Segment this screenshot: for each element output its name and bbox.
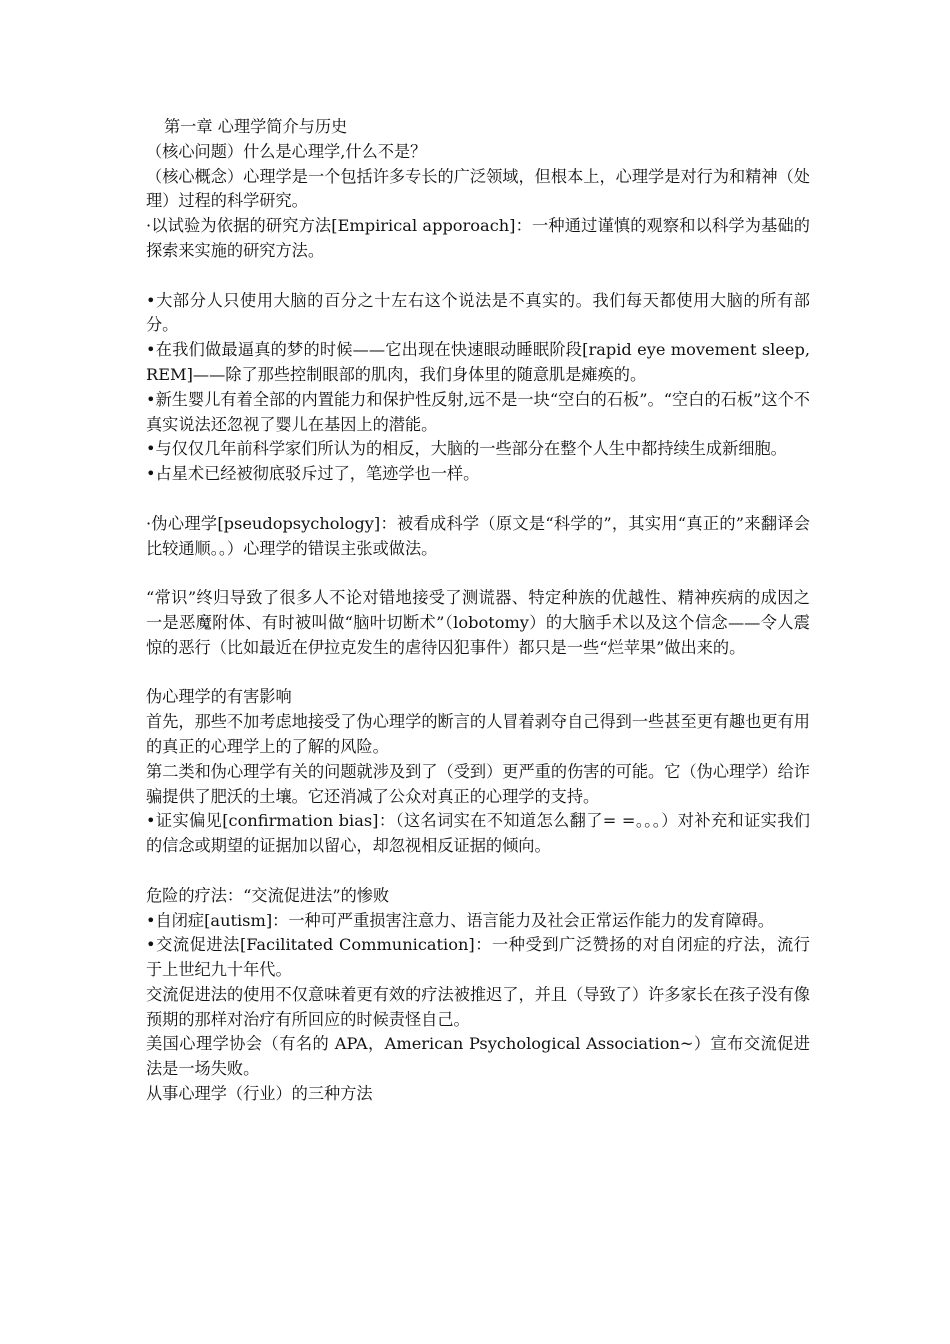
paragraph: •与仅仅几年前科学家们所认为的相反，大脑的一些部分在整个人生中都持续生成新细胞。	[146, 439, 787, 459]
paragraph: •占星术已经被彻底驳斥过了，笔迹学也一样。	[146, 464, 480, 484]
paragraph: 伪心理学的有害影响	[146, 687, 292, 707]
blank-line	[146, 859, 810, 884]
paragraph: •大部分人只使用大脑的百分之十左右这个说法是不真实的。我们每天都使用大脑的所有部分。	[146, 290, 810, 335]
paragraph: •证实偏见[confirmation bias]：（这名词实在不知道怎么翻了= =。。。）对补充和证实我们的信念或期望的证据加以留心，却忽视相反证据的倾向。	[146, 811, 810, 856]
blank-line	[146, 487, 810, 512]
chapter-title: 第一章 心理学简介与历史	[164, 117, 348, 136]
paragraph: 交流促进法的使用不仅意味着更有效的疗法被推迟了，并且（导致了）许多家长在孩子没有像预期的那样对治疗有所回应的时候责怪自己。	[146, 984, 810, 1029]
blank-line	[146, 661, 810, 686]
paragraph: （核心问题）什么是心理学,什么不是？	[146, 141, 427, 161]
paragraph: 首先，那些不加考虑地接受了伪心理学的断言的人冒着剥夺自己得到一些甚至更有趣也更有用的真正的心理学上的了解的风险。	[146, 712, 810, 756]
paragraph: 危险的疗法：“交流促进法”的惨败	[146, 885, 390, 905]
paragraph: ·伪心理学[pseudopsychology]：被看成科学（原文是“科学的”，其实用“真正的”来翻译会比较通顺。。）心理学的错误主张或做法。	[146, 513, 810, 558]
paragraph: （核心概念）心理学是一个包括许多专长的广泛领域，但根本上，心理学是对行为和精神（处理）过程的科学研究。	[146, 166, 810, 211]
document-body	[146, 115, 810, 1107]
paragraph: 美国心理学协会（有名的 APA，American Psychological Association~）宣布交流促进法是一场失败。	[146, 1034, 810, 1079]
paragraph: •交流促进法[Facilitated Communication]：一种受到广泛赞扬的对自闭症的疗法，流行于上世纪九十年代。	[146, 935, 810, 980]
blank-line	[146, 264, 810, 289]
paragraph: •新生婴儿有着全部的内置能力和保护性反射,远不是一块“空白的石板”。“空白的石板”这个不真实说法还忽视了婴儿在基因上的潜能。	[146, 389, 810, 434]
blank-line	[146, 561, 810, 586]
paragraph: “常识”终归导致了很多人不论对错地接受了测谎器、特定种族的优越性、精神疾病的成因之一是恶魔附体、有时被叫做“脑叶切断术”（lobotomy）的大脑手术以及这个信念——令人震惊的恶行（比如最近在伊拉克发生的虐待囚犯事件）都只是一些“烂苹果”做出来的。	[146, 588, 810, 657]
paragraph: •在我们做最逼真的梦的时候——它出现在快速眼动睡眠阶段[rapid eye movement sleep, REM]——除了那些控制眼部的肌肉，我们身体里的随意肌是瘫痪的。	[146, 340, 810, 384]
paragraph: •自闭症[autism]：一种可严重损害注意力、语言能力及社会正常运作能力的发育障碍。	[146, 910, 774, 930]
paragraph: 从事心理学（行业）的三种方法	[146, 1084, 373, 1104]
paragraph: 第二类和伪心理学有关的问题就涉及到了（受到）更严重的伤害的可能。它（伪心理学）给诈骗提供了肥沃的土壤。它还消减了公众对真正的心理学的支持。	[146, 761, 810, 806]
paragraph: ·以试验为依据的研究方法[Empirical apporoach]：一种通过谨慎的观察和以科学为基础的探索来实施的研究方法。	[146, 216, 810, 260]
